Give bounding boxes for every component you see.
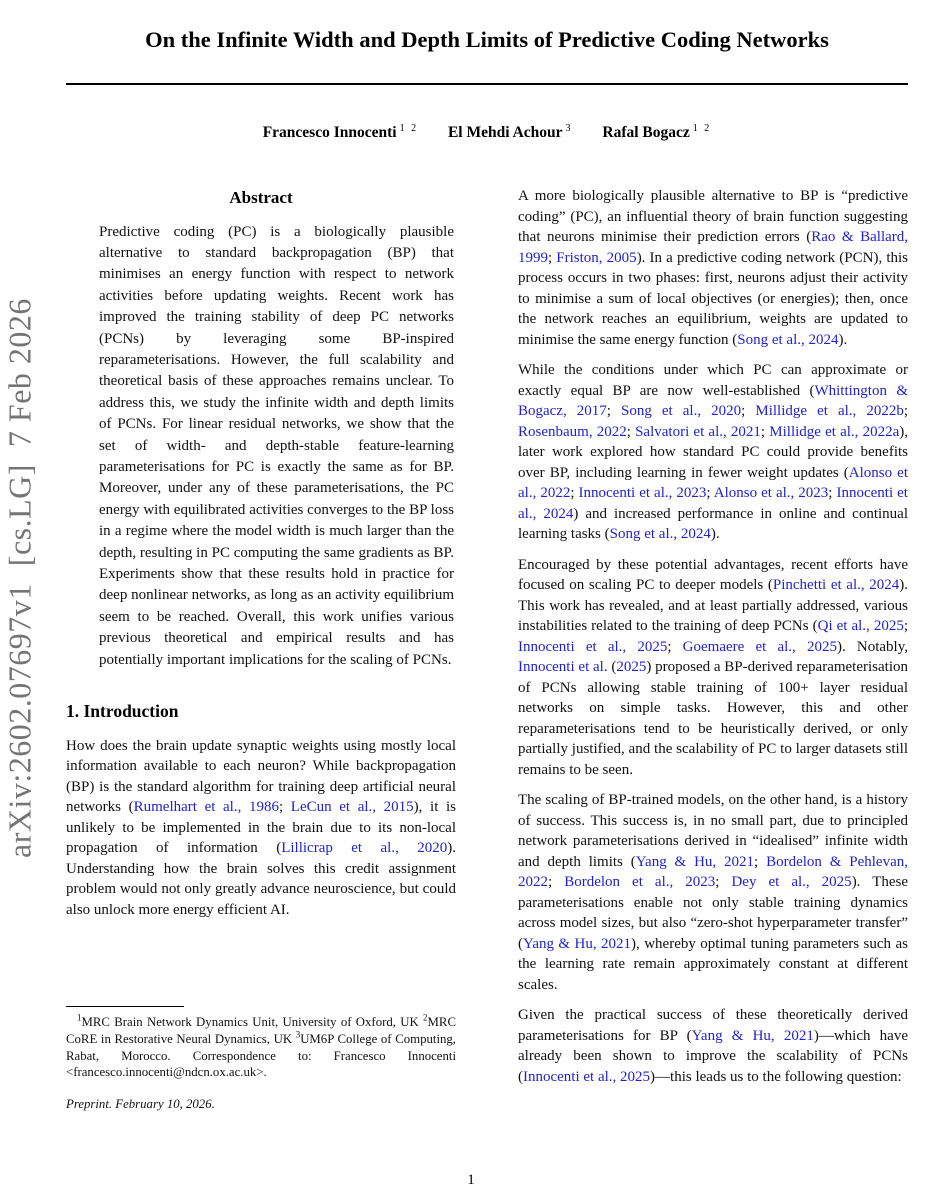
citation-link[interactable]: Rao & Ballard, 1999 <box>518 229 909 266</box>
text-run: ; <box>754 853 767 870</box>
citation-link[interactable]: Qi et al., 2025 <box>817 618 904 634</box>
citation-link[interactable]: Alonso et al., 2022 <box>518 464 908 501</box>
author-affiliation-marks: 1 2 <box>692 122 712 134</box>
author <box>448 124 573 141</box>
citation-link[interactable]: Song et al., 2024 <box>609 526 711 542</box>
text-run: ) proposed a BP-derived reparameterisation of PCNs allowing stable training of 100+ layer residual networks on simple tasks. However, this and other reparameterisations tend to be heuristically derived, or only partially justified, and the scalability of PC to larger datasets still remains to be seen. <box>518 659 909 778</box>
text-run: ), later work explored how standard PC could provide benefits over BP, including learning in fewer weight updates ( <box>518 423 908 481</box>
text-run: How does the brain update synaptic weights using mostly local information available to each neuron? While backpropagation (BP) is the standard algorithm for training deep artificial neural networks ( <box>66 737 456 816</box>
affiliation-mark: 1 <box>77 1012 82 1023</box>
text-run: ; <box>548 249 557 266</box>
citation-link[interactable]: LeCun et al., 2015 <box>290 799 414 816</box>
arxiv-watermark: arXiv:2602.07697v1 [cs.LG] 7 Feb 2026 <box>1 298 38 858</box>
section-heading-introduction: 1. Introduction <box>66 701 179 722</box>
citation-link[interactable]: Bordelon & Pehlevan, 2022 <box>518 853 908 890</box>
author-name: Rafal Bogacz <box>602 124 690 141</box>
author-name: El Mehdi Achour <box>447 124 563 141</box>
citation-link[interactable]: Pinchetti et al., 2024 <box>772 577 900 593</box>
text-run: ; <box>278 799 291 816</box>
text-run: MRC CoRE in Restorative Neural Dynamics, UK <box>66 1015 456 1046</box>
affiliation-mark: 2 <box>423 1012 428 1023</box>
text-run: ). <box>710 526 720 542</box>
text-run: ; <box>741 403 756 419</box>
citation-link[interactable]: Salvatori et al., 2021 <box>635 423 761 440</box>
text-run: Given the practical success of these theoretically derived parameterisations for BP ( <box>518 1007 908 1044</box>
citation-link[interactable]: Whittington & Bogacz, 2017 <box>518 382 908 419</box>
text-run: ), it is unlikely to be implemented in the brain due to its non-local propagation of information ( <box>66 799 456 857</box>
body-paragraph <box>518 555 908 781</box>
citation-link[interactable]: Innocenti et al., 2024 <box>518 485 908 522</box>
right-column <box>518 186 908 1097</box>
text-run: ), whereby optimal tuning parameters such as the learning rate remain approximately constant at different scales. <box>518 935 908 993</box>
text-run: ; <box>903 403 908 419</box>
text-run: ). Understanding how the brain solves this credit assignment problem would not only greatly advance neuroscience, but could also unlock more energy efficient AI. <box>66 840 456 918</box>
text-run: ) and increased performance in online and continual learning tasks ( <box>518 505 909 542</box>
intro-paragraph <box>66 736 456 921</box>
citation-link[interactable]: Alonso et al., 2023 <box>713 485 829 501</box>
affiliation-mark: 3 <box>295 1029 301 1040</box>
text-run: While the conditions under which PC can approximate or exactly equal BP are now well-established ( <box>518 362 908 399</box>
abstract-heading: Abstract <box>229 188 293 207</box>
text-run: )—this leads us to the following question: <box>650 1068 902 1085</box>
citation-link[interactable]: Innocenti et al., 2025 <box>523 1068 651 1085</box>
citation-link[interactable]: Song et al., 2024 <box>737 331 839 348</box>
author <box>602 124 711 141</box>
citation-link[interactable]: Lillicrap et al., 2020 <box>281 840 448 857</box>
text-run: ). Notably, <box>836 638 909 655</box>
author-line <box>66 124 908 142</box>
citation-link[interactable]: Innocenti et al., 2023 <box>578 485 707 501</box>
text-run: ; <box>828 485 837 501</box>
body-paragraph <box>518 360 908 545</box>
footnote-block <box>66 1006 456 1113</box>
citation-link[interactable]: Bordelon et al., 2023 <box>564 874 716 890</box>
text-run: ; <box>903 618 908 634</box>
citation-link[interactable]: Yang & Hu, 2021 <box>523 935 632 952</box>
author-affiliation-marks: 1 2 <box>399 122 419 134</box>
citation-link[interactable]: Millidge et al., 2022a <box>769 423 900 440</box>
text-run: ; <box>626 423 636 440</box>
citation-link[interactable]: Innocenti et al. <box>518 659 608 675</box>
citation-link[interactable]: Goemaere et al., 2025 <box>682 638 837 655</box>
author <box>263 124 418 141</box>
preprint-note: Preprint. February 10, 2026. <box>66 1097 215 1112</box>
abstract-text: Predictive coding (PC) is a biologically plausible alternative to standard backpropagation (BP) that minimises an energy function with respect to network activities before updating weights. Recent work has improved the training stability of deep PC networks (PCNs) by leveraging some BP-inspired reparameterisations. However, the full scalability and theoretical basis of these approaches remains unclear. To address this, we study the infinite width and depth limits of PCNs. For linear residual networks, we show that the set of width- and depth-stable feature-learning parameterisations for PC is exactly the same as for BP. Moreover, under any of these parameterisations, the PC energy with equilibrated activities converges to the BP loss in a regime where the model width is much larger than the depth, resulting in PC computing the same gradients as BP. Experiments show that these results hold in practice for deep nonlinear networks, as long as an activity equilibrium seem to be reached. Overall, this work unifies various previous theoretical and empirical results and has potentially important implications for the scaling of PCNs. <box>99 223 454 668</box>
citation-link[interactable]: Yang & Hu, 2021 <box>691 1027 814 1044</box>
text-run: ). In a predictive coding network (PCN), this process occurs in two phases: first, neurons adjust their activity to minimise a sum of local objectives (or energies); then, once the network reaches an equilibrium, weights are updated to minimise the same energy function ( <box>518 249 908 348</box>
text-run: ; <box>715 874 732 890</box>
footnote-rule <box>66 1006 184 1007</box>
citation-link[interactable]: Dey et al., 2025 <box>731 874 852 890</box>
text-run: ; <box>606 403 621 419</box>
citation-link[interactable]: Rosenbaum, 2022 <box>518 423 627 440</box>
page-number: 1 <box>467 1172 475 1188</box>
author-affiliation-marks: 3 <box>565 122 573 134</box>
body-paragraph <box>518 1005 908 1087</box>
text-run: The scaling of BP-trained models, on the other hand, is a history of success. This success is, in no small part, due to principled network parameterisations derived in “idealised” infinite width and depth limits ( <box>518 792 908 870</box>
left-column <box>66 186 456 930</box>
text-run: ; <box>667 638 683 655</box>
text-run: ). This work has revealed, and at least partially addressed, various instabilities related to the training of deep PCNs ( <box>518 577 908 634</box>
text-run: UM6P College of Computing, Rabat, Morocco. Correspondence to: Francesco Innocenti <francesco.innocenti@ndcn.ox.ac.uk>. <box>66 1031 456 1080</box>
citation-link[interactable]: Millidge et al., 2022b <box>755 403 904 419</box>
citation-link[interactable]: Friston, 2005 <box>556 249 637 266</box>
text-run: MRC Brain Network Dynamics Unit, University of Oxford, UK <box>81 1015 424 1029</box>
paper-title: On the Infinite Width and Depth Limits of Predictive Coding Networks <box>145 27 829 52</box>
text-run: ). <box>838 331 848 348</box>
body-paragraph <box>518 790 908 995</box>
citation-link[interactable]: Yang & Hu, 2021 <box>635 853 755 870</box>
text-run: ( <box>607 659 617 675</box>
text-run: ; <box>548 874 565 890</box>
text-run: Encouraged by these potential advantages, recent efforts have focused on scaling PC to deeper models ( <box>518 556 908 593</box>
author-name: Francesco Innocenti <box>262 124 397 141</box>
text-run: A more biologically plausible alternative to BP is “predictive coding” (PC), an influential theory of brain function suggesting that neurons minimise their prediction errors ( <box>518 188 908 245</box>
citation-link[interactable]: Song et al., 2020 <box>621 403 742 419</box>
footnote-text <box>66 1014 456 1081</box>
text-run: )—which have already been shown to improve the scalability of PCNs ( <box>518 1027 908 1085</box>
citation-link[interactable]: Innocenti et al., 2025 <box>518 638 668 655</box>
text-run: ). These parameterisations enable not only stable training dynamics across model sizes, but also “zero-shot hyperparameter transfer” ( <box>518 874 909 952</box>
text-run: ; <box>706 485 714 501</box>
text-run: ; <box>760 423 770 440</box>
text-run: ; <box>570 485 579 501</box>
title-rule <box>66 83 908 85</box>
citation-link[interactable]: Rumelhart et al., 1986 <box>133 799 279 816</box>
citation-link[interactable]: 2025 <box>616 659 647 675</box>
body-paragraph <box>518 186 908 350</box>
